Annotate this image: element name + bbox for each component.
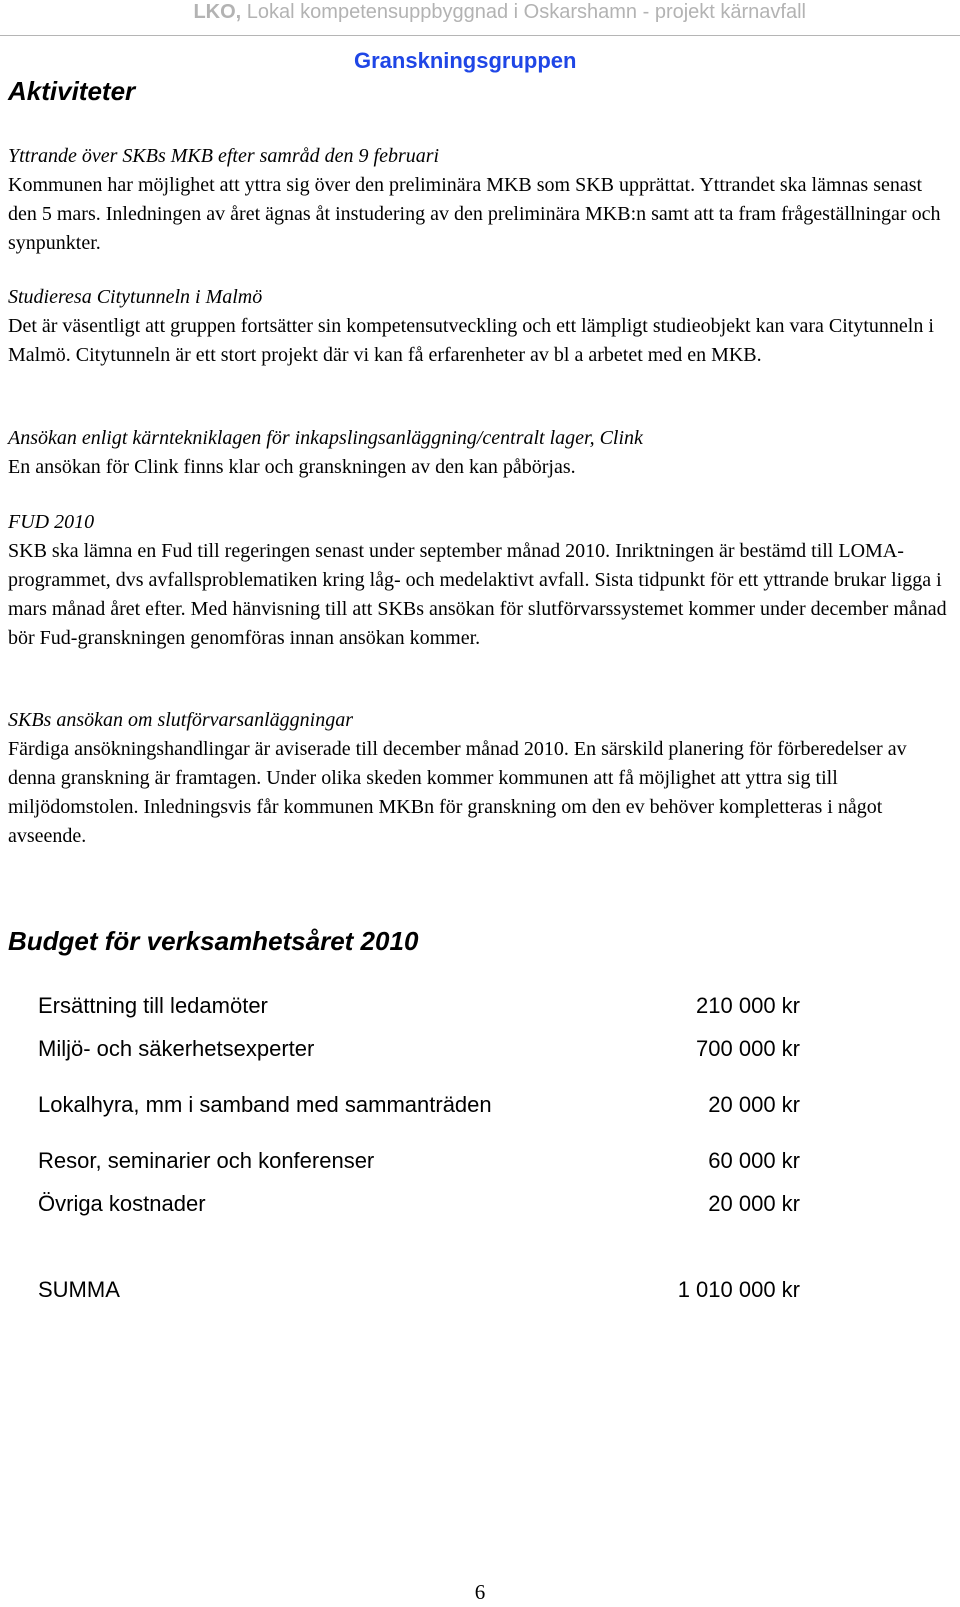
activity-heading: Studieresa Citytunneln i Malmö [8, 286, 263, 308]
budget-title: Budget för verksamhetsåret 2010 [8, 926, 419, 956]
activity-block [8, 706, 953, 851]
budget-row [38, 1189, 800, 1219]
activity-text: Färdiga ansökningshandlingar är aviserade till december månad 2010. En särskild planering för förberedelser av denna granskning är framtagen. Under olika skeden kommer kommunen att få möjlighet att yttra sig till miljödomstolen. Inledningsvis får kommunen MKBn för granskning om den ev behöver kompletteras i något avseende. [8, 738, 907, 847]
budget-label: Miljö- och säkerhetsexperter [38, 1036, 315, 1061]
activity-block [8, 424, 953, 482]
section-title: Aktiviteter [8, 76, 136, 106]
budget-label: Övriga kostnader [38, 1191, 206, 1216]
budget-row [38, 1146, 800, 1176]
activity-text: Det är väsentligt att gruppen fortsätter sin kompetensutveckling och ett lämpligt studieobjekt kan vara Citytunneln i Malmö. Citytunneln är ett stort projekt där vi kan få erfarenheter av bl a arbetet med en MKB. [8, 315, 934, 366]
header-text [193, 0, 806, 24]
activity-block [8, 142, 953, 258]
budget-total-row [38, 1275, 800, 1305]
group-title: Granskningsgruppen [354, 48, 577, 73]
budget-label: Ersättning till ledamöter [38, 993, 268, 1018]
budget-row [38, 1034, 800, 1064]
budget-amount: 210 000 kr [696, 993, 800, 1018]
budget-total-label: SUMMA [38, 1277, 120, 1302]
activity-heading: FUD 2010 [8, 511, 95, 533]
budget-amount: 20 000 kr [708, 1092, 800, 1117]
page-number: 6 [474, 1580, 486, 1604]
page-header [0, 0, 960, 36]
header-title: Lokal kompetensuppbyggnad i Oskarshamn - projekt kärnavfall [241, 1, 806, 23]
budget-total-amount: 1 010 000 kr [677, 1277, 800, 1302]
budget-row [38, 991, 800, 1021]
budget-amount: 60 000 kr [708, 1148, 800, 1173]
budget-label: Resor, seminarier och konferenser [38, 1148, 375, 1173]
budget-amount: 20 000 kr [708, 1191, 800, 1216]
activity-heading: Yttrande över SKBs MKB efter samråd den 9 februari [8, 145, 440, 167]
activity-block [8, 508, 953, 653]
budget-label: Lokalhyra, mm i samband med sammanträden [38, 1092, 492, 1117]
budget-row [38, 1090, 800, 1120]
activity-text: Kommunen har möjlighet att yttra sig över den preliminära MKB som SKB upprättat. Yttrandet ska lämnas senast den 5 mars. Inledningen av året ägnas åt instudering av den preliminära MKB:n samt att ta fram frågeställningar och synpunkter. [8, 174, 941, 254]
activity-heading: SKBs ansökan om slutförvarsanläggningar [8, 709, 354, 731]
header-org: LKO, [193, 1, 242, 23]
activity-text: En ansökan för Clink finns klar och granskningen av den kan påbörjas. [8, 456, 576, 478]
activity-text: SKB ska lämna en Fud till regeringen senast under september månad 2010. Inriktningen är bestämd till LOMA-programmet, dvs avfallsproblematiken kring låg- och medelaktivt avfall. Sista tidpunkt för ett yttrande brukar ligga i mars månad året efter. Med hänvisning till att SKBs ansökan för slutförvarssystemet kommer under december månad bör Fud-granskningen genomföras innan ansökan kommer. [8, 540, 947, 649]
activity-heading: Ansökan enligt kärntekniklagen för inkapslingsanläggning/centralt lager, Clink [8, 427, 643, 449]
budget-amount: 700 000 kr [696, 1036, 800, 1061]
activity-block [8, 283, 953, 370]
